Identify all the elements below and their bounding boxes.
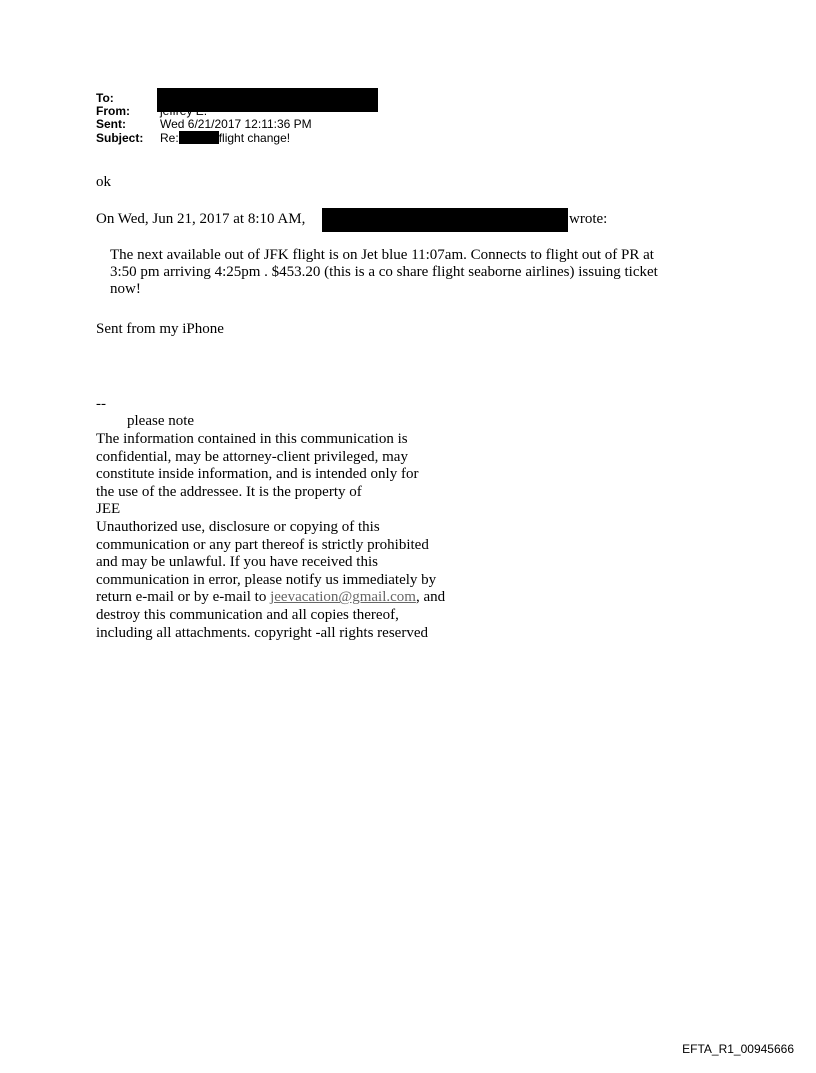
email-link[interactable]: jeevacation@gmail.com (270, 589, 416, 606)
to-label: To: (96, 91, 114, 105)
quote-intro-suffix: wrote: (569, 211, 608, 227)
disclaimer-line: destroy this communication and all copies thereof, (96, 606, 399, 623)
sent-label: Sent: (96, 117, 126, 131)
reply-text: ok (96, 174, 111, 190)
email-line-suffix: , and (415, 589, 446, 606)
from-value: jeffrey E. (160, 104, 208, 118)
signature: Sent from my iPhone (96, 321, 224, 337)
disclaimer-line: constitute inside information, and is intended only for (96, 466, 419, 483)
disclaimer-line: the use of the addressee. It is the property of (96, 483, 362, 500)
document-id-stamp: EFTA_R1_00945666 (682, 1042, 794, 1056)
disclaimer-email-line (96, 589, 445, 607)
quote-line: 3:50 pm arriving 4:25pm . $453.20 (this is a co share flight seaborne airlines) issuing ticket (110, 264, 658, 280)
sent-row (96, 118, 312, 131)
redaction-sender (322, 208, 568, 232)
subject-label: Subject: (96, 131, 144, 145)
disclaimer-line: JEE (96, 501, 121, 518)
subject-rest: flight change! (218, 131, 291, 145)
disclaimer-line: The information contained in this communication is (96, 431, 408, 447)
disclaimer-line: Unauthorized use, disclosure or copying of this (96, 518, 380, 535)
quote-intro-prefix: On Wed, Jun 21, 2017 at 8:10 AM, (96, 211, 306, 227)
from-label: From: (96, 104, 130, 118)
separator: -- (96, 396, 106, 412)
disclaimer (96, 431, 445, 642)
disclaimer-line: communication or any part thereof is strictly prohibited (96, 536, 429, 553)
disclaimer-line: and may be unlawful. If you have received this (96, 554, 378, 571)
quote-intro (96, 211, 305, 228)
note: please note (127, 413, 195, 429)
redaction-subject (179, 131, 219, 144)
disclaimer-line: including all attachments. copyright -all rights reserved (96, 624, 428, 641)
subject-prefix: Re: (160, 131, 179, 145)
quote-line: The next available out of JFK flight is on Jet blue 11:07am. Connects to flight out of PR at (110, 247, 654, 263)
disclaimer-line: communication in error, please notify us immediately by (96, 571, 437, 588)
email-line-prefix: return e-mail or by e-mail to (96, 589, 271, 606)
subject-row (96, 131, 290, 145)
sent-value: Wed 6/21/2017 12:11:36 PM (160, 117, 312, 131)
quote-line: now! (110, 281, 141, 297)
disclaimer-line: confidential, may be attorney-client privileged, may (96, 448, 408, 465)
